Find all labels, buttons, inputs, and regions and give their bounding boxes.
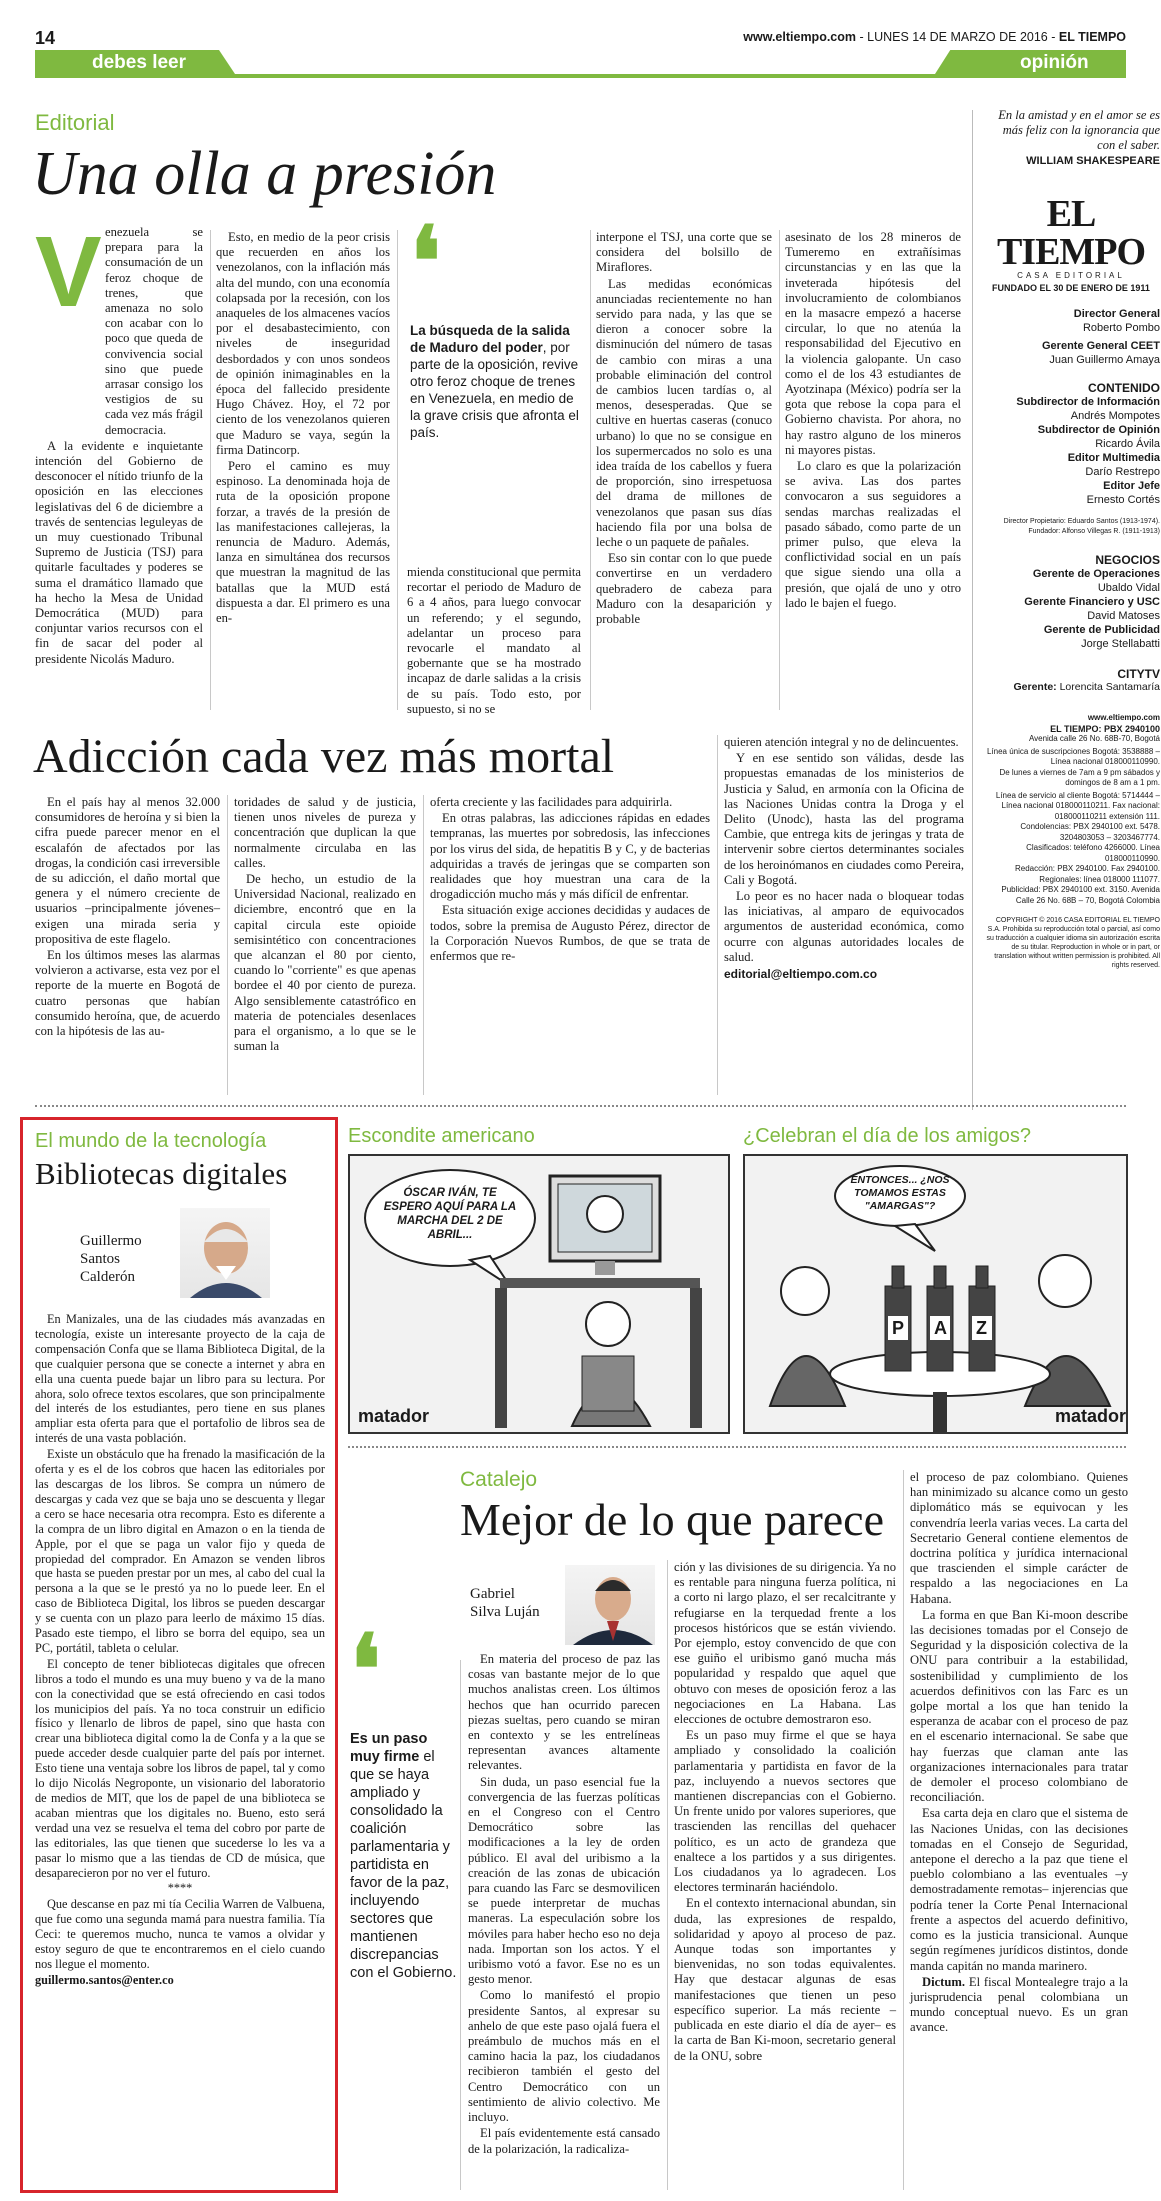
cartoon1-illustration	[348, 1154, 730, 1434]
catalejo-col-2	[674, 1560, 896, 2065]
bottle-label-a: A	[934, 1318, 947, 1338]
catalejo-p7: En el contexto internacional abundan, sin duda, las expresiones de respaldo, solidaridad y apoyo al proceso de paz. Aunque todas son importantes y bienvenidas, no son todas equivalentes. Hay que destacar algunas de esas manifestaciones que tienen un peso específico superior. La más reciente –publicada en este diario el día de ayer– es la carta de Ban Ki-moon, secretario general de la ONU, sobre	[674, 1896, 896, 2063]
catalejo-p6: Es un paso muy firme el que se haya ampliado y consolidado la coalición parlamentaria y partidista en favor de la paz, incluyendo a nuevos sectores que mantienen discrepancias con el Gobierno. Un frente unido por valores superiores, que trascienden las rencillas del quehacer político, es un acto de grandeza que enaltece a los partidos y a sus dirigentes. Los ciudadanos ya lo agradecen. Los electores terminarán haciéndolo.	[674, 1728, 896, 1895]
editorial-p4: Pero el camino es muy espinoso. La denominada hoja de ruta de la oposición propone forzar, a través de la presión de las manifestaciones callejeras, la renuncia de Maduro. Además, lanza en simultánea dos recursos que muestran la magnitud de las batallas que la MUD está dispuesta a dar. El primero es una en-	[216, 459, 390, 626]
staff-role-1: Gerente General CEET	[1042, 340, 1160, 352]
editorial-col-5	[785, 230, 961, 612]
catalejo-author	[470, 1585, 540, 1621]
editorial-p10: Lo claro es que la polarización se aviva. Las dos partes convocaron a sus seguidores a sendas marchas realizadas el pasado sábado, como parte de un primer pulso, que eleva la conflictividad social en un país que sigue siendo una olla a presión, que ojalá de uno y otro lado le bajen el fuego.	[785, 459, 961, 610]
header-band	[35, 50, 1161, 78]
cartoon2-illustration	[743, 1154, 1128, 1434]
contenido-name-1: Ricardo Ávila	[1095, 438, 1160, 450]
negocios-name-0: Ubaldo Vidal	[1097, 582, 1160, 594]
editorial-col-2	[216, 230, 390, 627]
editorial-col-3	[407, 565, 581, 718]
tecnologia-body	[35, 1312, 325, 1989]
copyright: COPYRIGHT © 2016 CASA EDITORIAL EL TIEMPO S.A. Prohibida su reproducción total o parcial, así como su traducción a cualquier idioma sin autorización escrita de su titular. Reproduction in whole or in part, or translation without written permission is prohibited. All rights reserved.	[986, 917, 1160, 969]
editorial-p2: A la evidente e inquietante intención del Gobierno de desconocer el nítido triunfo de la oposición en las elecciones legislativas del 6 de diciembre a través de sentencias leguleyas de un muy cuestionado Tribunal Supremo de Justicia (TSJ) para quitarle facultades y poderes se suma el dramático llamado que ha hecho la Mesa de Unidad Democrática (MUD) para conjuntar varios recursos con el fin de sacar del poder al presidente Nicolás Maduro.	[35, 438, 203, 666]
editorial-col-1	[35, 216, 203, 668]
tecnologia-coda: Que descanse en paz mi tía Cecilia Warren de Valbuena, que fue como una segunda mamá para nuestra familia. Tía Ceci: te queremos mucho, nunca te vamos a olvidar y estoy seguro de que te encontraremos en el cielo cuando nos llegue el momento.	[35, 1897, 325, 1971]
cartoon1-title: Escondite americano	[348, 1125, 535, 1147]
citytv-role: Gerente:	[1013, 681, 1057, 693]
editorial-p3: Esto, en medio de la peor crisis que recuerden en años los venezolanos, con la inflación más alta del mundo, con una economía colapsada por la recesión, con los anaqueles de los almacenes vacíos por el desabastecimiento, con niveles de inseguridad desbordados y con unos sondeos de opinión inimaginables en la época del fallecido presidente Hugo Chávez. Hoy, el 72 por ciento de los venezolanos quieren que Maduro se vaya, según la firma Datincorp.	[216, 230, 390, 457]
adiccion-title: Adicción cada vez más mortal	[33, 730, 615, 783]
adiccion-p4: De hecho, un estudio de la Universidad Nacional, realizado en diciembre, encontró que en la capital circula este opioide semisintético con concentraciones que alcanzan el 80 por ciento, cuando lo "corriente" es que apenas bordee el 40 por ciento de pureza. Algo sensiblemente catastrófico en materia de potenciales desenlaces para el organismo, a lo que se le suman la	[234, 872, 416, 1054]
tecnologia-title: Bibliotecas digitales	[35, 1156, 288, 1191]
pullquote-bold: La búsqueda de la salida de Maduro del poder	[410, 323, 570, 355]
cartoon1-bubble: ÓSCAR IVÁN, TE ESPERO AQUÍ PARA LA MARCHA DEL 2 DE ABRIL...	[383, 1187, 517, 1241]
staff-role-0: Director General	[1073, 308, 1160, 320]
staff-name-1: Juan Guillermo Amaya	[1049, 354, 1160, 366]
quote-icon: ❛	[410, 205, 441, 318]
tecnologia-email[interactable]: guillermo.santos@enter.co	[35, 1972, 174, 1987]
contact-line-5: Redacción: PBX 2940100. Fax 2940100.	[1015, 864, 1160, 873]
adiccion-p6: En otras palabras, las adicciones rápidas en edades tempranas, las muertes por sobredosis, las infecciones por los virus del sida, de hepatitis B y C, y de bacterias adquiridas a través de jeringas que se comparten son realidades que hoy muestran una cara de la drogadicción mucho más y más difícil de enfrentar.	[430, 811, 710, 902]
catalejo-author-0: Gabriel	[470, 1586, 515, 1602]
band-debes-leer[interactable]: debes leer	[92, 52, 186, 73]
pullquote-rest: , por parte de la oposición, revive otro feroz choque de trenes en Venezuela, en medio de la grave crisis que afronta el país.	[410, 340, 579, 440]
contact-line-1: De lunes a viernes de 7am a 9 pm sábados y domingos de 8 am a 1 pm.	[999, 767, 1160, 787]
band-opinion[interactable]: opinión	[1020, 52, 1089, 73]
catalejo-dictum	[910, 1975, 1128, 2036]
contenido-name-0: Andrés Mompotes	[1070, 410, 1160, 422]
catalejo-p3: Como lo manifestó el propio presidente Santos, al expresar su anhelo de que este paso ojalá fuera el preámbulo de muchos más en el camino hacia la paz, los ciudadanos recibieron también el gesto del Centro Democrático con un sentimiento de alivio colectivo. Me incluyo.	[468, 1988, 660, 2125]
contact-line-3: Condolencias: PBX 2940100 ext. 5478. 3204803053 – 3203467774.	[1020, 822, 1160, 842]
catalejo-author-1: Silva Luján	[470, 1604, 540, 1620]
catalejo-pull-rest: el que se haya ampliado y consolidado la coalición parlamentaria y partidista en favor de la paz, incluyendo sectores que mantienen discrepancias con el Gobierno.	[350, 1749, 457, 1981]
catalejo-col-1	[468, 1652, 660, 2158]
contenido-role-3: Editor Jefe	[1103, 480, 1160, 492]
contenido-role-1: Subdirector de Opinión	[1037, 424, 1160, 436]
contact-line-0: Línea única de suscripciones Bogotá: 3538888 – Línea nacional 018000110990.	[986, 746, 1160, 766]
editorial-dropcap: V	[35, 216, 102, 328]
contenido-name-3: Ernesto Cortés	[1086, 494, 1160, 506]
catalejo-p8: el proceso de paz colombiano. Quienes han minimizado su alcance como un gesto diplomático más se equivocan y les convendría leerla varias veces. La carta del Secretario General contiene elementos de doctrina política y jurídica internacional que trascienden el simple carácter de respaldo a las negociaciones en La Habana.	[910, 1470, 1128, 1606]
adiccion-p2: En los últimos meses las alarmas volvieron a activarse, esta vez por el reporte de la muerte en Bogotá de cuatro personas que habían consumido heroína, que, de acuerdo con la hipótesis de las au-	[35, 948, 220, 1039]
catalejo-quote-icon: ❛	[350, 1613, 381, 1726]
negocios-title: NEGOCIOS	[1095, 553, 1160, 567]
cartoon2-bubble: ENTONCES... ¿NOS TOMAMOS ESTAS "AMARGAS"?	[850, 1174, 950, 1212]
adiccion-email[interactable]: editorial@eltiempo.com.co	[724, 967, 878, 982]
contact-line-7: Publicidad: PBX 2940100 ext. 3150. Avenida Calle 26 No. 68B – 70, Bogotá Colombia	[1001, 885, 1160, 905]
editorial-title: Una olla a presión	[32, 140, 497, 208]
editorial-p5: mienda constitucional que permita recortar el periodo de Maduro de 6 a 4 años, para luego convocar un referendo; y el segundo, adelantar un proceso para revocarle el mandato al gobernante que se ha mostrado incapaz de darle salidas a la crisis de su país. Todo esto, por supuesto, si no se	[407, 565, 581, 716]
editorial-pullquote	[410, 205, 582, 441]
contenido-role-0: Subdirector de Información	[1016, 396, 1160, 408]
masthead-founded: FUNDADO EL 30 DE ENERO DE 1911	[992, 283, 1150, 293]
adiccion-col-3	[430, 795, 710, 965]
catalejo-title: Mejor de lo que parece	[460, 1494, 885, 1545]
adiccion-p8: quieren atención integral y no de delincuentes.	[724, 735, 959, 749]
catalejo-col-3	[910, 1470, 1128, 2037]
catalejo-kicker: Catalejo	[460, 1468, 538, 1491]
catalejo-p10: Esa carta deja en claro que el sistema de las Naciones Unidas, con las decisiones tomadas en el Consejo de Seguridad, antepone el derecho a la paz que tiene el pueblo colombiano a las eventuales –y demostradamente remotas– injerencias que podría tener la Corte Penal Internacional frente a aspectos del acuerdo definitivo, como es la justicia transicional. Aunque según regímenes jurídicos distintos, donde manda capitán no manda marinero.	[910, 1806, 1128, 1973]
catalejo-pull-bold: Es un paso muy firme	[350, 1731, 428, 1765]
editorial-p7: Las medidas económicas anunciadas recientemente no han servido para nada, y las que se dieron a conocer sobre la disminución del número de tasas de cambio con miras a una probable eliminación del control de cambios lucen tardías o, al menos, desesperadas. Que se cultive en huertas caseras (conuco urbano) lo que no se consigue en los supermercados no solo es una idea traída de los cabellos y fuera de proporción, sino irrespetuosa del drama de millones de venezolanos que pasan sus días haciendo fila por una bolsa de leche o un paquete de pañales.	[596, 276, 772, 550]
catalejo-p5: ción y las divisiones de su dirigencia. Ya no es rentable para ninguna fuerza política, ni a corto ni largo plazo, el ser recalcitrante y refugiarse en la terquedad frente a los procesos históricos que se están viviendo. Por ejemplo, estoy convencido de que con ese guiño el uribismo ganó mucha más popularidad y respaldo que aquel que obtuvo con meses de oposición feroz a las negociaciones en La Habana. Las elecciones de octubre demostraron eso.	[674, 1560, 896, 1727]
editorial-p8: Eso sin contar con lo que puede convertirse en un verdadero quebradero de cabeza para Maduro con la desaparición y probable	[596, 551, 772, 627]
negocios-name-2: Jorge Stellabatti	[1081, 638, 1160, 650]
contact-line-4: Clasificados: teléfono 4266000. Línea 018000110990.	[1026, 843, 1160, 863]
masthead	[982, 108, 1160, 970]
editorial-kicker: Editorial	[35, 110, 115, 135]
epigraph-author: WILLIAM SHAKESPEARE	[1026, 155, 1160, 167]
tecnologia-author	[80, 1232, 142, 1286]
cartoon1-signature: matador	[358, 1406, 430, 1426]
tecnologia-p1: En Manizales, una de las ciudades más avanzadas en tecnología, existe un interesante proyecto de la caja de compensación Confa que se llama Biblioteca Digital, de la que cualquier persona que se conecte a internet y abra en ella una cuenta puede bajar un libro para su lectura. Por ahora, solo ofrece textos escolares, que son principalmente del interés de los estudiantes, pero tiene en sus planes ampliar esta oferta para que el portafolio de libros sea de interés de una vasta población.	[35, 1312, 325, 1446]
tecnologia-p2: Existe un obstáculo que ha frenado la masificación de la oferta y es el de los cobros que hacen las editoriales por las descargas de los libros. Se compra un número de descargas y cada vez que se baja uno se descuenta y llegar a cero se hace necesaria otra recompra. Esto es diferente a la compra de un libro digital en Amazon o en la tienda de Apple, por el que se paga un valor fijo y queda de propiedad del comprador. En Amazon se venden libros que hasta se pueden prestar por un mes, al cabo del cual la persona a la que se le prestó ya no lo puede leer. En el caso de Biblioteca Digital, los libros se pueden descargar y se cuenta con un plazo para leerlo de máximo 15 días. Pasado este tiempo, el libro se borra del equipo, sea un PC, portátil, tableta o celular.	[35, 1447, 325, 1655]
header-date: LUNES 14 DE MARZO DE 2016	[867, 30, 1048, 44]
author-line-2: Calderón	[80, 1269, 135, 1285]
adiccion-col-2	[234, 795, 416, 1055]
contact-pbx: EL TIEMPO: PBX 2940100	[1050, 723, 1160, 734]
masthead-logo: EL TIEMPO	[996, 193, 1146, 273]
author-avatar-gabriel	[565, 1565, 655, 1645]
adiccion-p10: Lo peor es no hacer nada o bloquear todas las iniciativas, al amparo de equivocados argumentos de austeridad económica, como ocurre con algunas autoridades locales de salud.	[724, 889, 964, 964]
bottle-label-z: Z	[976, 1318, 987, 1338]
negocios-name-1: David Matoses	[1087, 610, 1160, 622]
contact-site[interactable]: www.eltiempo.com	[1087, 713, 1160, 722]
tecnologia-kicker: El mundo de la tecnología	[35, 1130, 267, 1152]
contact-address: Avenida calle 26 No. 68B-70, Bogotá	[1028, 734, 1160, 743]
catalejo-p1: En materia del proceso de paz las cosas van bastante mejor de lo que muchos analistas creen. Los últimos hechos que han ocurrido parecen piezas sueltas, pero cuando se miran en contexto y se les entrelíneas representan avances altamente relevantes.	[468, 1652, 660, 1773]
catalejo-pullquote	[350, 1613, 460, 1982]
author-avatar-guillermo	[180, 1208, 270, 1298]
author-line-0: Guillermo	[80, 1233, 142, 1249]
masthead-logo-sub: CASA EDITORIAL	[1017, 271, 1125, 280]
negocios-role-1: Gerente Financiero y USC	[1024, 596, 1160, 608]
dictum-text: El fiscal Montealegre trajo a la jurisprudencia penal colombiana un mundo conceptual nuevo. Es un gran avance.	[910, 1974, 1128, 2035]
editorial-p6: interpone el TSJ, una corte que se considera del bolsillo de Miraflores.	[596, 230, 772, 275]
contenido-name-2: Darío Restrepo	[1085, 466, 1160, 478]
adiccion-col-1	[35, 795, 220, 1040]
header-paper: EL TIEMPO	[1058, 30, 1126, 44]
catalejo-p4: El país evidentemente está cansado de la polarización, la radicaliza-	[468, 2126, 660, 2156]
editorial-col-4	[596, 230, 772, 628]
cartoon2-title: ¿Celebran el día de los amigos?	[743, 1125, 1031, 1147]
header-dateline: www.eltiempo.com - LUNES 14 DE MARZO DE 2016 - EL TIEMPO	[743, 30, 1126, 44]
editorial-p9: asesinato de los 28 mineros de Tumeremo en extrañísimas circunstancias y en las que la inveterada hipótesis del involucramiento de colombianos en la masacre empezó a hacerse circular, lo que no atenúa la responsabilidad del Ejecutivo en la violencia galopante. Un caso como el de los 43 estudiantes de Ayotzinapa (México) podría ser la gota que rebose la copa para el Gobierno chavista. Por ahora, no hay rastro alguno de los mineros ni mayores pistas.	[785, 230, 961, 457]
adiccion-col-4	[724, 735, 964, 983]
contenido-role-2: Editor Multimedia	[1067, 452, 1160, 464]
catalejo-p9: La forma en que Ban Ki-moon describe las decisiones tomadas por el Consejo de Seguridad y la disposición colectiva de la ONU para contribuir a la estabilidad, sostenibilidad y cumplimiento de los acuerdos definitivos con las Farc es un golpe mortal a los que han tenido la esperanza de acabar con el proceso de paz en el escenario internacional. Se sabe que hay fuerzas que claman ante las organizaciones internacionales para tratar de demoler el proceso colombiano de reconciliación.	[910, 1607, 1128, 1805]
citytv-name: Lorencita Santamaría	[1059, 681, 1160, 693]
author-line-1: Santos	[80, 1251, 121, 1267]
contenido-title: CONTENIDO	[1088, 381, 1160, 395]
adiccion-p9: Y en ese sentido son válidas, desde las propuestas emanadas de los ministerios de Justicia y Salud, en armonía con la Oficina de las Naciones Unidas contra la Droga y el Delito (Unodc), hasta las del programa Cambie, que entrega kits de jeringas y trata de intervenir sobre ciertos determinantes sociales de los heroinómanos en ciudades como Pereira, Cali y Bogotá.	[724, 751, 964, 887]
citytv-title: CITYTV	[1117, 667, 1160, 681]
bottle-label-p: P	[892, 1318, 905, 1338]
contact-line-6: Regionales: línea 018000 111077.	[1039, 874, 1160, 884]
dictum-label: Dictum.	[922, 1974, 966, 1989]
contact-line-2: Línea de servicio al cliente Bogotá: 5714444 – Línea nacional 018000110211. Fax nacional: 018000110211 extensión 111.	[995, 790, 1160, 821]
tecnologia-separator: ****	[167, 1881, 193, 1896]
owner-line: Director Propietario: Eduardo Santos (1913-1974). Fundador: Alfonso Villegas R. (1911-1913)	[1003, 518, 1160, 535]
adiccion-p1: En el país hay al menos 32.000 consumidores de heroína y si bien la cifra puede parecer menor en el escalafón de afectados por las drogas, la condición casi irreversible de su adicción, el daño mortal que genera y el número creciente de usuarios –principalmente jóvenes– exigen una mirada seria y propositiva de este flagelo.	[35, 795, 220, 946]
negocios-role-2: Gerente de Publicidad	[1043, 624, 1160, 636]
editorial-p1: enezuela se prepara para la consumación de un feroz choque de trenes, que amenaza no solo con acabar con lo poco que queda de convivencia social sino que puede arrasar consigo los vestigios de su cada vez más frágil democracia.	[105, 225, 203, 437]
adiccion-p3: toridades de salud y de justicia, tienen unos niveles de pureza y concentración que duplican la que normalmente circulaba en las calles.	[234, 795, 416, 870]
adiccion-p5: oferta creciente y las facilidades para adquirirla.	[430, 795, 673, 809]
contact-block	[982, 713, 1160, 970]
header-site[interactable]: www.eltiempo.com	[743, 30, 857, 44]
tecnologia-p3: El concepto de tener bibliotecas digitales que ofrecen libros a todo el mundo es una muy bueno y va de la mano con la conectividad que se está ofreciendo en casi todos los municipios del país. Ya no toca construir un edificio físico y llenarlo de libros de papel, sino que hasta con crear una biblioteca digital como la de Confa y a la que se puede acceder desde cualquier parte del país por internet. Esto tiene una ventaja sobre los libros de papel, tal y como lo dijo Nicolás Negroponte, un visionario del laboratorio de medios de MIT, que los de papel de una biblioteca se acaban mientras que los digitales no. Bueno, esto será verdad una vez se resuelva el tema del cobro por parte de las editoriales, las que tienen que sucederse lo les va a pasar lo mismo que a las tiendas de CD de música, que desaparecieron por no ver el futuro.	[35, 1656, 325, 1880]
negocios-role-0: Gerente de Operaciones	[1032, 568, 1160, 580]
epigraph: En la amistad y en el amor se es más feliz con la ignorancia que con el saber.	[998, 108, 1160, 152]
adiccion-p7: Esta situación exige acciones decididas y audaces de todos, sobre la premisa de Augusto Pérez, director de la Corporación Nuevos Rumbos, de que se trata de enfermos que re-	[430, 903, 710, 964]
catalejo-p2: Sin duda, un paso esencial fue la convergencia de las fuerzas políticas en el Congreso con el Centro Democrático sobre las modificaciones a la ley de orden público. El aval del uribismo a la creación de las zonas de ubicación para cuando las Farc se desmovilicen se puede interpretar de muchas maneras. La especulación sobre los móviles para haber hecho eso no deja nada. Importan son los actos. Y el uribismo votó a favor. Ese no es un gesto menor.	[468, 1774, 660, 1987]
staff-name-0: Roberto Pombo	[1082, 322, 1160, 334]
page-number: 14	[35, 28, 56, 48]
cartoon2-signature: matador	[1055, 1406, 1127, 1426]
